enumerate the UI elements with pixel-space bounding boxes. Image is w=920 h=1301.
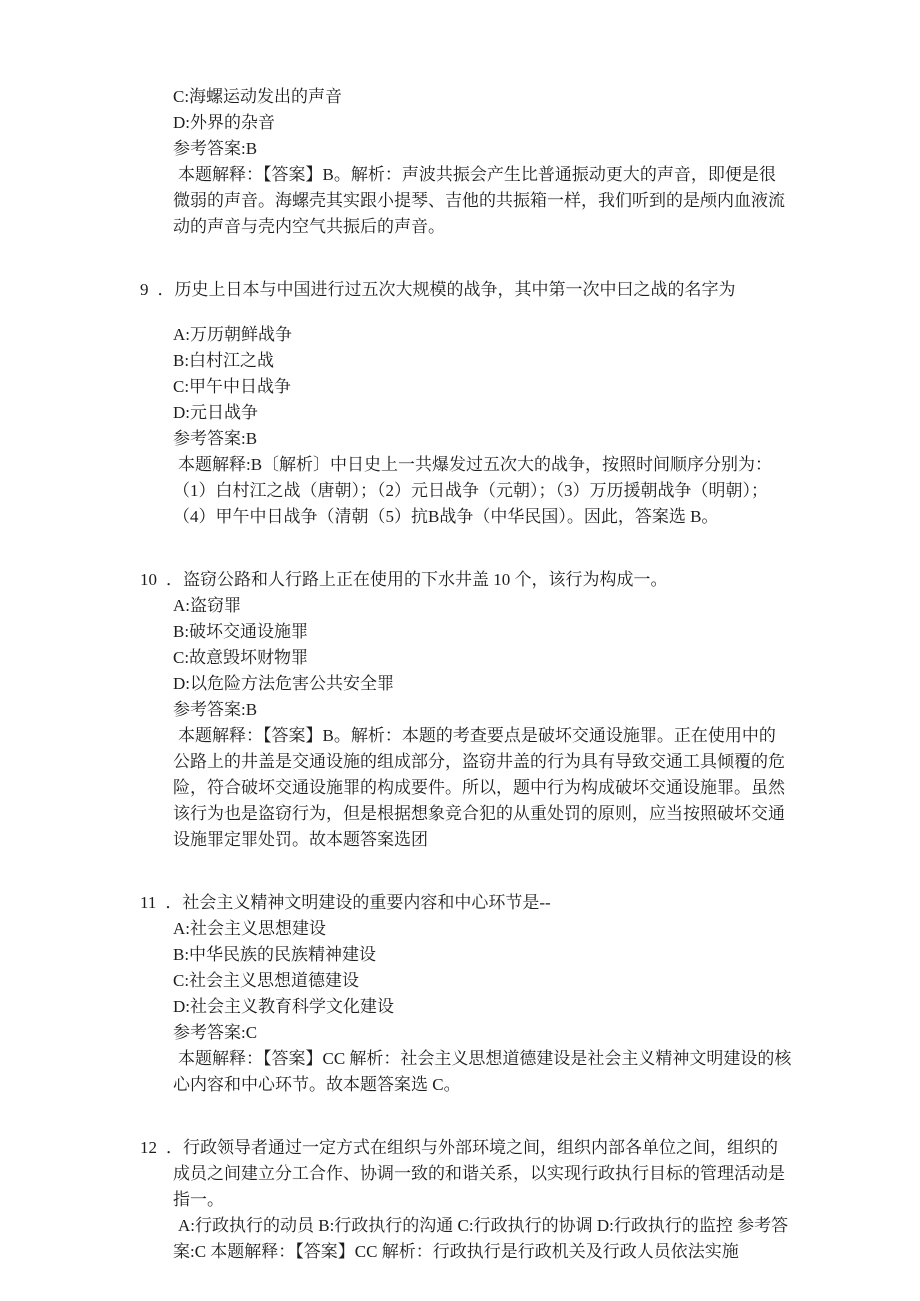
answer-line: 参考答案:B [173,700,258,719]
answer-line: 参考答案:B [173,429,258,448]
option-b: B:中华民族的民族精神建设 [173,945,377,964]
question-11 [140,890,792,1098]
option-c: C:故意毁坏财物罪 [173,648,309,667]
option-d: D:外界的杂音 [173,113,275,132]
question-12 [140,1135,792,1265]
answer-line: 参考答案:B [173,139,258,158]
option-c: C:甲午中日战争 [173,377,292,396]
option-a: A:社会主义思想建设 [173,919,326,938]
explanation-text: 本题解释：【答案】B。解析：声波共振会产生比普通振动更大的声音，即便是很微弱的声音。海螺壳其实跟小提琴、吉他的共振箱一样，我们听到的是颅内血液流动的声音与壳内空气共振后的声音。 [173,165,785,236]
question-8-continuation [140,84,792,240]
option-d: D:社会主义教育科学文化建设 [173,997,394,1016]
option-d: D:以危险方法危害公共安全罪 [173,674,394,693]
explanation-text: 本题解释:B〔解析〕中日史上一共爆发过五次大的战争，按照时间顺序分别为：（1）白村江之战（唐朝）；（2）元日战争（元朝）；（3）万历援朝战争（明朝）；（4）甲午中日战争（清朝（5）抗B战争（中华民国）。因此，答案选 B。 [173,455,773,526]
option-b: B:破坏交通设施罪 [173,622,309,641]
question-stem-text: ．社会主义精神文明建设的重要内容和中心环节是-- [165,893,551,912]
option-c: C:社会主义思想道德建设 [173,971,360,990]
answer-line: 参考答案:C [173,1023,258,1042]
options-list [140,322,792,426]
option-a: A:盗窃罪 [173,596,241,615]
explanation-text: 本题解释：【答案】B。解析：本题的考查要点是破坏交通设施罪。正在使用中的公路上的井盖是交通设施的组成部分，盗窃井盖的行为具有导致交通工具倾覆的危险，符合破坏交通设施罪的构成要件。所以，题中行为构成破坏交通设施罪。虽然该行为也是盗窃行为，但是根据想象竞合犯的从重处罚的原则，应当按照破坏交通设施罪定罪处罚。故本题答案选团 [173,726,785,849]
question-stem [140,567,792,593]
option-d: D:元日战争 [173,403,258,422]
question-stem-text: ．行政领导者通过一定方式在组织与外部环境之间，组织内部各单位之间，组织的成员之间建立分工合作、协调一致的和谐关系，以实现行政执行目标的管理活动是指一。 [166,1138,785,1209]
question-number: 9 [140,280,149,299]
question-number: 10 [140,570,157,589]
question-stem-text: ．盗窃公路和人行路上正在使用的下水井盖 10 个，该行为构成一。 [166,570,668,589]
question-number: 12 [140,1138,157,1157]
question-stem-text: ．历史上日本与中国进行过五次大规模的战争，其中第一次中曰之战的名字为 [157,280,736,299]
explanation-text: 本题解释：【答案】CC 解析：社会主义思想道德建设是社会主义精神文明建设的核心内容和中心环节。故本题答案选 C。 [173,1049,792,1094]
question-stem [140,277,792,303]
option-c: C:海螺运动发出的声音 [173,87,343,106]
option-a: A:万历朝鲜战争 [173,325,292,344]
option-b: B:白村江之战 [173,351,275,370]
question-number: 11 [140,893,157,912]
options-and-answer-inline: A:行政执行的动员 B:行政执行的沟通 C:行政执行的协调 D:行政执行的监控 参考答案:C 本题解释：【答案】CC 解析：行政执行是行政机关及行政人员依法实施 [173,1216,789,1261]
options-list [140,916,792,1020]
options-list [140,593,792,697]
question-10 [140,567,792,853]
question-stem [140,890,792,916]
question-stem [140,1135,792,1213]
question-9 [140,277,792,530]
